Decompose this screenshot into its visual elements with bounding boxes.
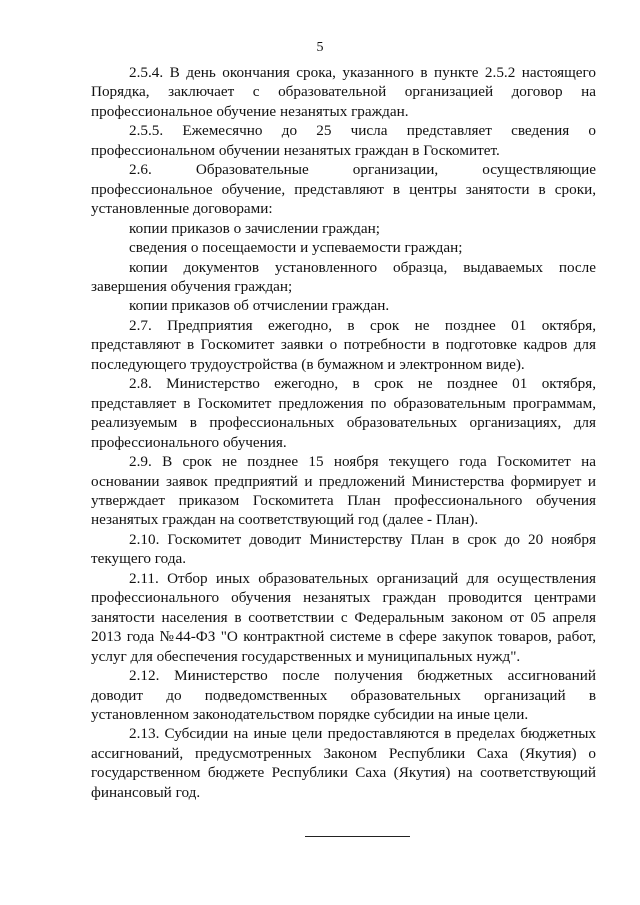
paragraph-2-11: 2.11. Отбор иных образовательных организаций для осуществления профессионального обучения незанятых граждан проводится центрами занятости населения в соответствии с Федеральным законом от 05 апреля 2013 года №44-ФЗ "О контрактной системе в сфере закупок товаров, работ, услуг для обеспечения государственных и муниципальных нужд". (91, 569, 596, 665)
document-body (91, 63, 596, 802)
paragraph-2-5-4: 2.5.4. В день окончания срока, указанного в пункте 2.5.2 настоящего Порядка, заключает с образовательной организацией договор на профессиональное обучение незанятых граждан. (91, 64, 596, 120)
page-number: 5 (316, 40, 324, 55)
paragraph-2-9: 2.9. В срок не позднее 15 ноября текущего года Госкомитет на основании заявок предприятий и предложений Министерства формирует и утверждает приказом Госкомитета План профессионального обучения незанятых граждан на соответствующий год (далее - План). (91, 453, 596, 529)
paragraph-2-6: 2.6. Образовательные организации, осуществляющие профессиональное обучение, представляют в центры занятости в сроки, установленные договорами: (91, 161, 596, 218)
closing-divider (305, 836, 410, 837)
list-item-attendance-info: сведения о посещаемости и успеваемости граждан; (129, 239, 463, 257)
paragraph-2-7: 2.7. Предприятия ежегодно, в срок не позднее 01 октября, представляют в Госкомитет заявки о потребности в подготовке кадров для последующего трудоустройства (в бумажном и электронном виде). (91, 316, 596, 373)
list-item-expulsion-orders: копии приказов об отчислении граждан. (129, 297, 390, 315)
paragraph-2-13: 2.13. Субсидии на иные цели предоставляются в пределах бюджетных ассигнований, предусмотренных Законом Республики Саха (Якутия) о государственном бюджете Республики Саха (Якутия) на соответствующий финансовый год. (91, 725, 596, 801)
paragraph-2-8: 2.8. Министерство ежегодно, в срок не позднее 01 октября, представляет в Госкомитет предложения по образовательным программам, реализуемым в профессиональных образовательных организациях, для профессионального обучения. (91, 375, 596, 451)
list-item-certificate-copies: копии документов установленного образца, выдаваемых после завершения обучения граждан; (91, 258, 596, 295)
paragraph-2-12: 2.12. Министерство после получения бюджетных ассигнований доводит до подведомственных образовательных организаций в установленном законодательством порядке субсидии на иные цели. (91, 667, 596, 723)
paragraph-2-10: 2.10. Госкомитет доводит Министерству План в срок до 20 ноября текущего года. (91, 530, 596, 568)
paragraph-2-5-5: 2.5.5. Ежемесячно до 25 числа представляет сведения о профессиональном обучении незанятых граждан в Госкомитет. (91, 122, 596, 159)
list-item-enrollment-orders: копии приказов о зачислении граждан; (129, 219, 380, 237)
